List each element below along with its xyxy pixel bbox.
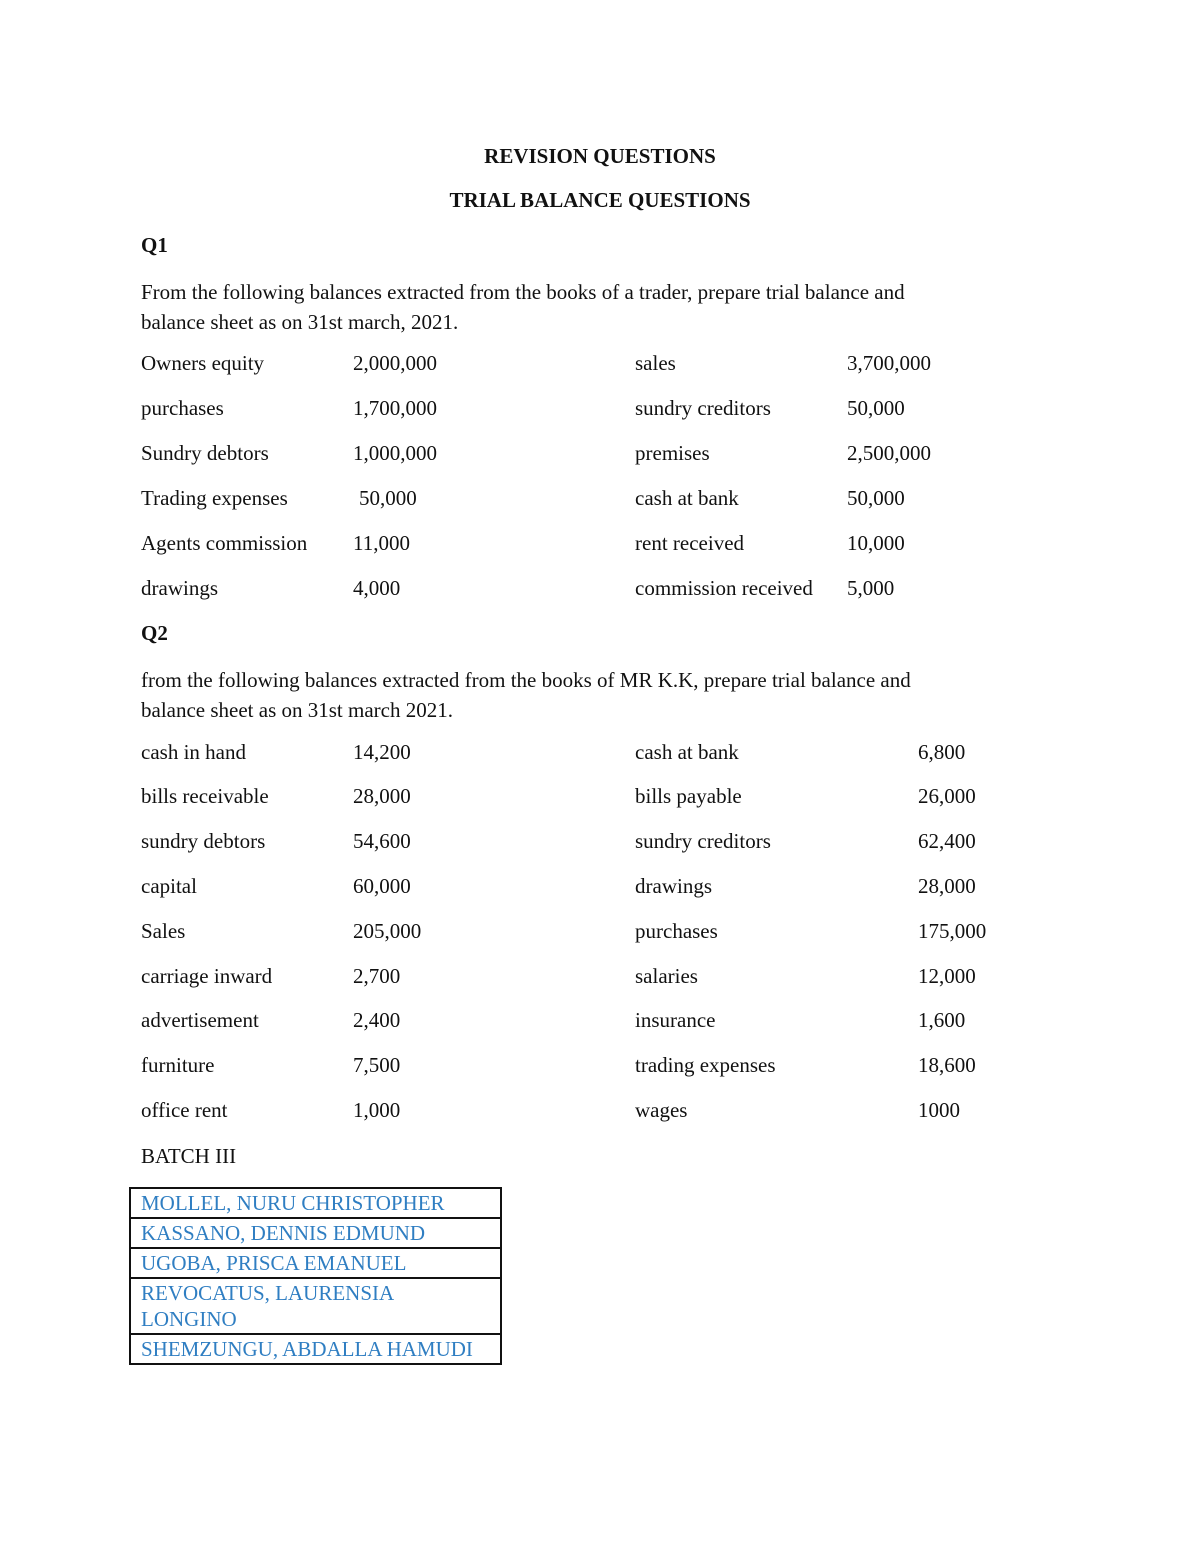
left-account-name: Owners equity [141,351,265,375]
left-account-name: furniture [141,1053,215,1077]
left-account-name: cash in hand [141,740,246,764]
table-row [0,441,1200,471]
left-account-name: capital [141,874,197,898]
left-account-value: 1,700,000 [353,396,437,420]
table-row [0,1098,1200,1128]
left-account-value: 1,000 [353,1098,401,1122]
table-row [0,576,1200,606]
table-row [0,486,1200,516]
question-2-label: Q2 [141,621,168,645]
right-account-name: cash at bank [635,740,739,764]
table-row [0,964,1200,994]
question-1-label: Q1 [141,233,168,257]
right-account-name: cash at bank [635,486,739,510]
question-2-text [141,665,1021,725]
page-title: REVISION QUESTIONS [484,144,716,168]
question-1-line-2: balance sheet as on 31st march, 2021. [141,310,459,334]
member-name: MOLLEL, NURU CHRISTOPHER [130,1188,501,1218]
table-row [130,1218,501,1248]
table-row [130,1248,501,1278]
right-account-name: rent received [635,531,745,555]
table-row [0,531,1200,561]
left-account-name: Sundry debtors [141,441,269,465]
right-account-value: 50,000 [847,486,905,510]
left-account-value: 205,000 [353,919,422,943]
question-2-line-2: balance sheet as on 31st march 2021. [141,698,453,722]
right-account-name: salaries [635,964,698,988]
right-account-value: 12,000 [918,964,976,988]
batch-members-table [129,1187,502,1365]
left-account-name: bills receivable [141,784,269,808]
left-account-value: 11,000 [353,531,410,555]
right-account-name: wages [635,1098,688,1122]
right-account-name: drawings [635,874,712,898]
right-account-name: commission received [635,576,813,600]
left-account-name: carriage inward [141,964,273,988]
table-row [0,396,1200,426]
left-account-value: 54,600 [353,829,411,853]
right-account-value: 2,500,000 [847,441,931,465]
right-account-name: insurance [635,1008,716,1032]
right-account-name: premises [635,441,710,465]
right-account-name: sundry creditors [635,829,771,853]
section-title: TRIAL BALANCE QUESTIONS [449,188,751,212]
left-account-name: drawings [141,576,218,600]
right-account-value: 28,000 [918,874,976,898]
batch-label: BATCH III [141,1144,237,1168]
left-account-value: 7,500 [353,1053,401,1077]
right-account-value: 3,700,000 [847,351,931,375]
left-account-value: 60,000 [353,874,411,898]
right-account-value: 6,800 [918,740,966,764]
member-name: KASSANO, DENNIS EDMUND [130,1218,501,1248]
left-account-value: 4,000 [353,576,401,600]
table-row [0,351,1200,381]
left-account-value: 14,200 [353,740,411,764]
right-account-name: purchases [635,919,718,943]
table-row [130,1278,501,1334]
right-account-value: 26,000 [918,784,976,808]
left-account-name: Trading expenses [141,486,288,510]
right-account-value: 1000 [918,1098,960,1122]
right-account-name: bills payable [635,784,742,808]
table-row [0,784,1200,814]
table-row [0,1008,1200,1038]
left-account-value: 2,000,000 [353,351,437,375]
member-name: REVOCATUS, LAURENSIA LONGINO [130,1278,501,1334]
right-account-name: sundry creditors [635,396,771,420]
left-account-name: Agents commission [141,531,308,555]
right-account-name: sales [635,351,676,375]
right-account-value: 5,000 [847,576,895,600]
table-row [130,1334,501,1364]
right-account-value: 50,000 [847,396,905,420]
member-name: UGOBA, PRISCA EMANUEL [130,1248,501,1278]
right-account-value: 10,000 [847,531,905,555]
question-1-line-1: From the following balances extracted from the books of a trader, prepare trial balance and [141,280,905,304]
table-row [0,1053,1200,1083]
table-row [0,874,1200,904]
table-row [0,829,1200,859]
left-account-name: sundry debtors [141,829,266,853]
question-1-text [141,277,1021,337]
table-row [130,1188,501,1218]
left-account-name: Sales [141,919,186,943]
right-account-name: trading expenses [635,1053,776,1077]
right-account-value: 1,600 [918,1008,966,1032]
right-account-value: 18,600 [918,1053,976,1077]
left-account-value: 28,000 [353,784,411,808]
right-account-value: 175,000 [918,919,987,943]
table-row [0,740,1200,770]
left-account-name: advertisement [141,1008,259,1032]
left-account-value: 2,400 [353,1008,401,1032]
left-account-name: purchases [141,396,224,420]
right-account-value: 62,400 [918,829,976,853]
left-account-value: 50,000 [359,486,417,510]
question-2-line-1: from the following balances extracted from the books of MR K.K, prepare trial balance and [141,668,911,692]
table-row [0,919,1200,949]
left-account-value: 2,700 [353,964,401,988]
left-account-value: 1,000,000 [353,441,437,465]
left-account-name: office rent [141,1098,228,1122]
member-name: SHEMZUNGU, ABDALLA HAMUDI [130,1334,501,1364]
